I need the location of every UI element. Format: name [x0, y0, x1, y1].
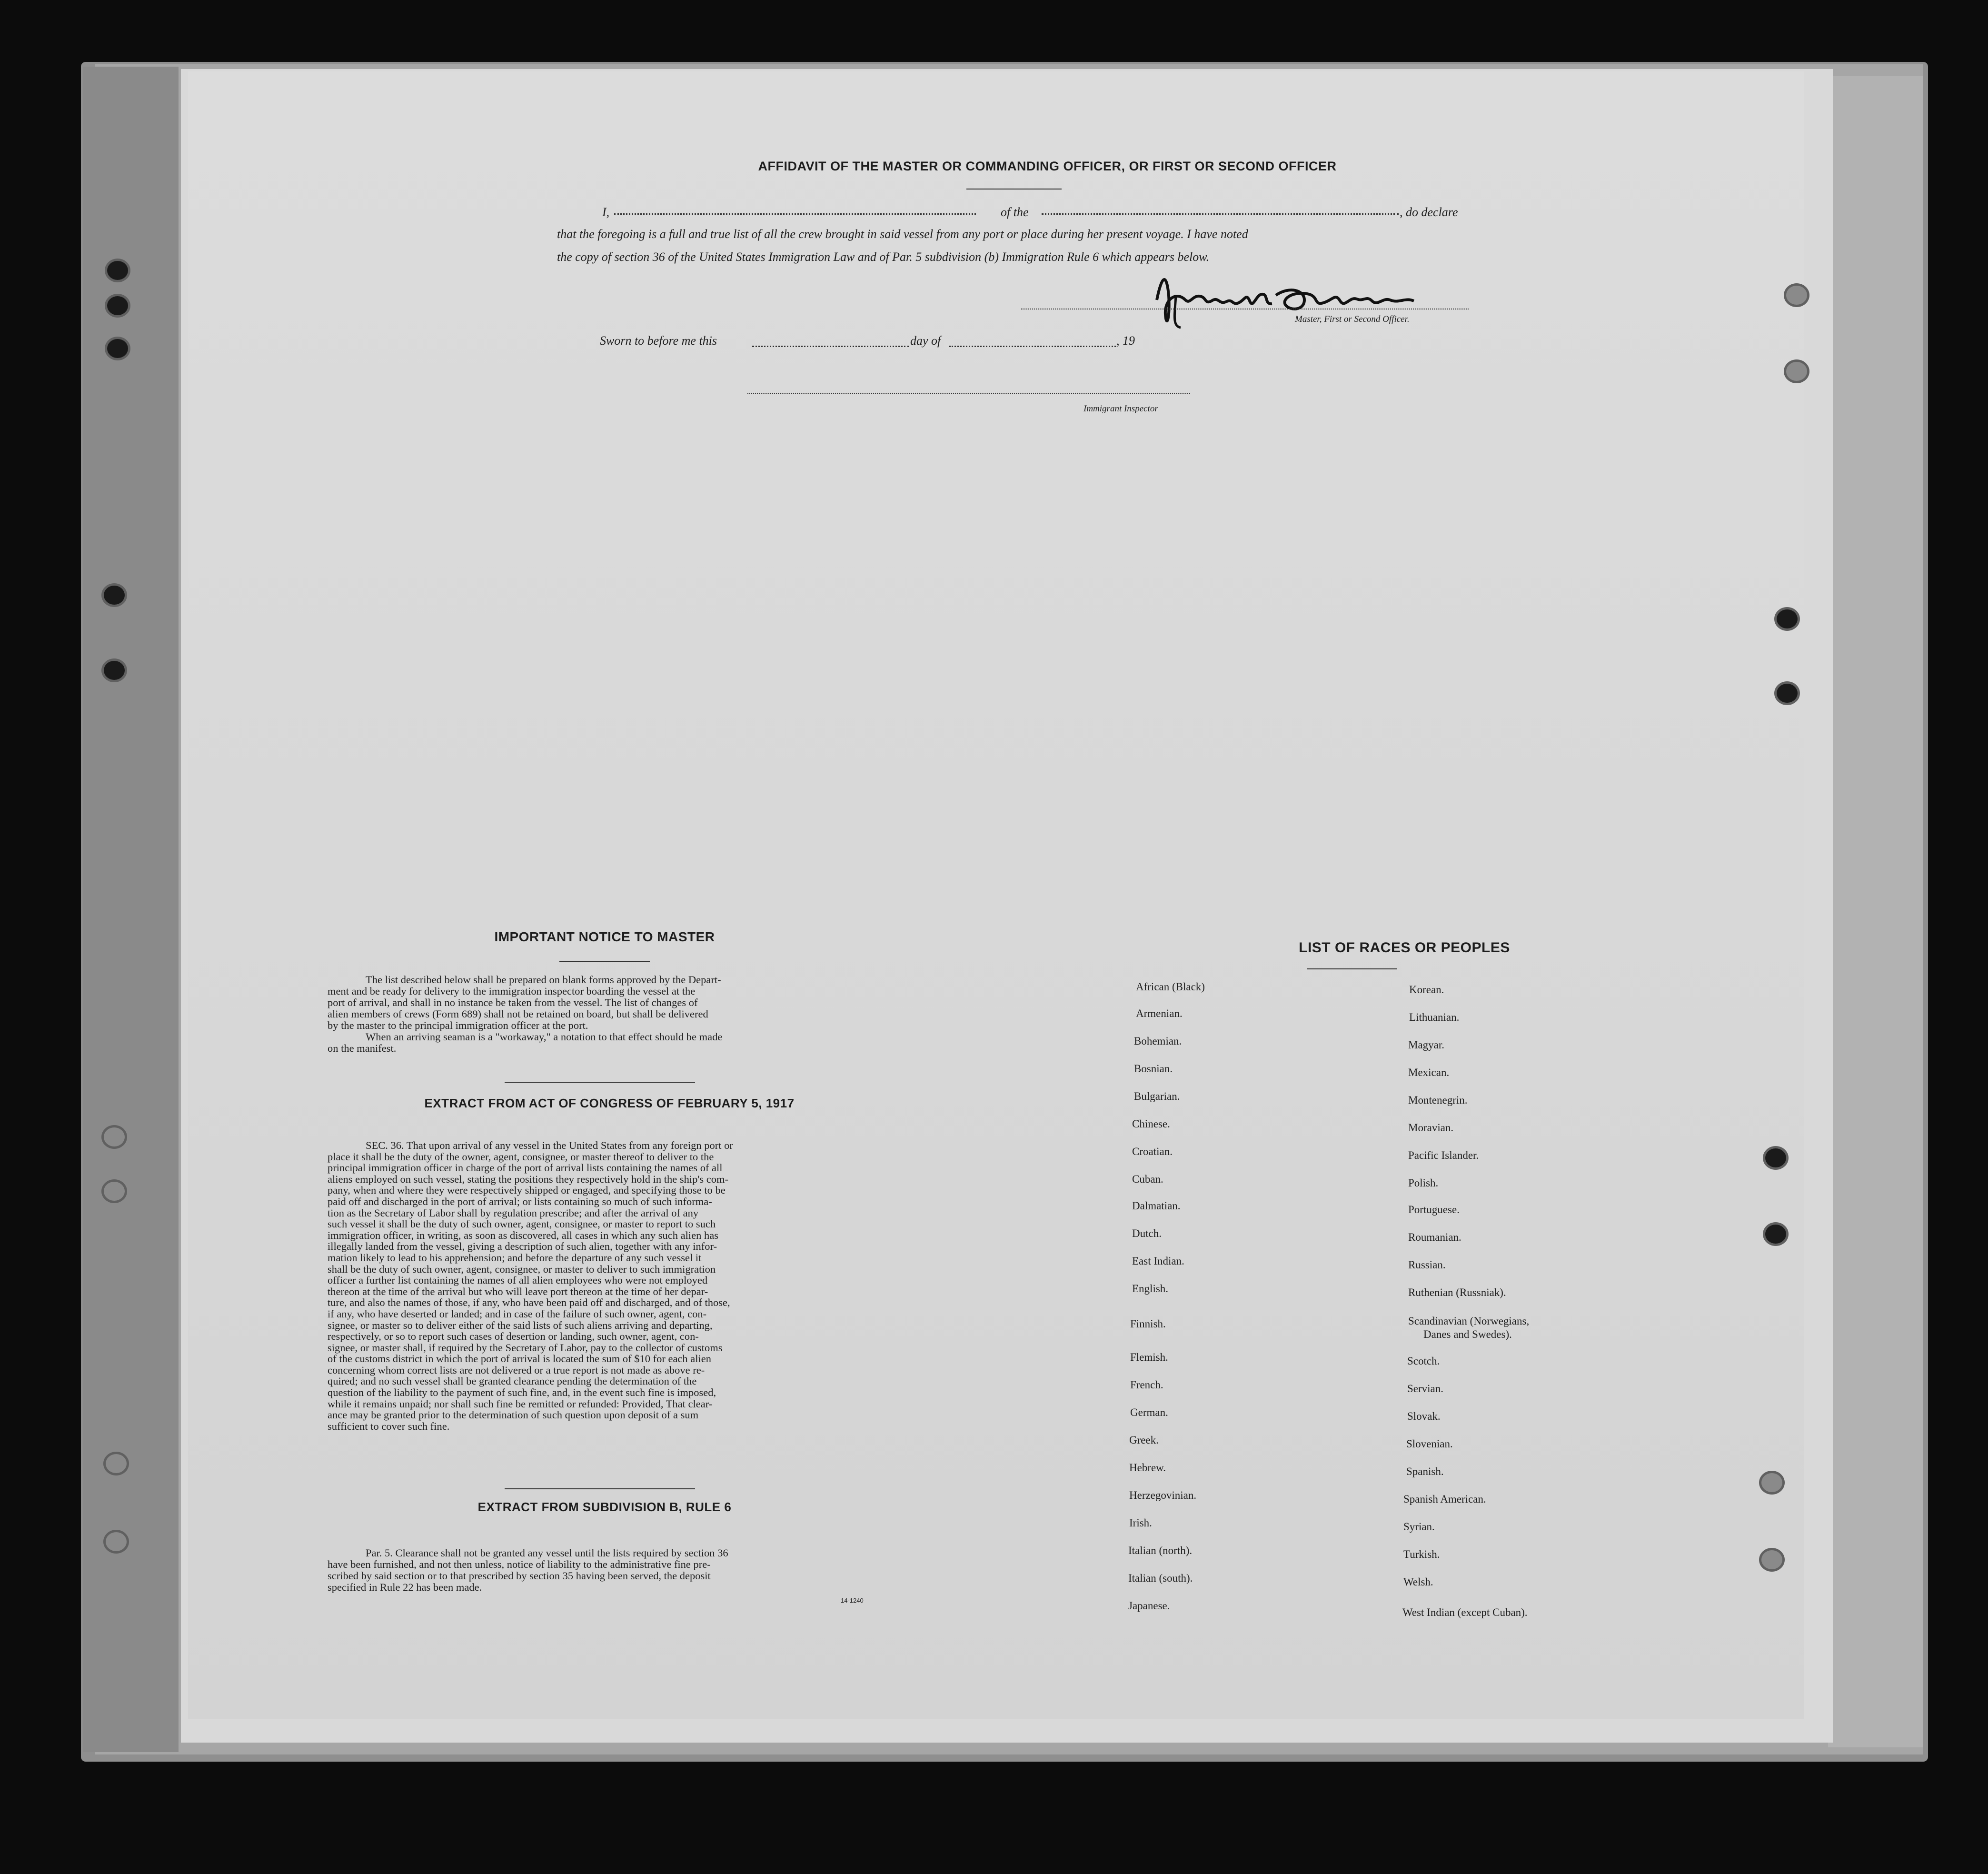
race-item: Korean.: [1409, 984, 1444, 996]
act-line: thereon at the time of the arrival but who will leave port thereon at the time of her depar-: [328, 1285, 708, 1297]
do-declare-label: , do declare: [1400, 205, 1458, 219]
punch-hole-icon: [1761, 1550, 1782, 1569]
act-line: ance may be granted prior to the determination of such question upon deposit of a sum: [328, 1409, 699, 1421]
signature-caption: Master, First or Second Officer.: [1295, 314, 1410, 324]
right-page-edges: [1828, 76, 1923, 1747]
i-label: I,: [602, 205, 610, 219]
race-item: Croatian.: [1132, 1146, 1173, 1157]
punch-hole-icon: [104, 586, 125, 605]
extract-rule-text: [328, 1547, 879, 1593]
race-item: Servian.: [1407, 1383, 1444, 1395]
race-item: Lithuanian.: [1409, 1011, 1460, 1023]
race-item: Bosnian.: [1134, 1063, 1173, 1075]
race-item: Flemish.: [1130, 1351, 1168, 1363]
act-line: concerning whom correct lists are not delivered or a true report is not made as above re-: [328, 1364, 705, 1376]
year-label: , 19: [1116, 334, 1135, 348]
declaration-line-2: the copy of section 36 of the United States Immigration Law and of Par. 5 subdivision (b) Immigration Rule 6 which appears below.: [557, 250, 1210, 264]
race-item: French.: [1130, 1379, 1163, 1391]
inspector-signature-line[interactable]: [747, 393, 1190, 394]
extract-act-heading: EXTRACT FROM ACT OF CONGRESS OF FEBRUARY 5, 1917: [424, 1096, 795, 1110]
punch-hole-icon: [1765, 1148, 1786, 1167]
act-line: mation likely to lead to his apprehension; and before the departure of any such vessel it: [328, 1251, 702, 1264]
punch-hole-icon: [1786, 362, 1807, 381]
act-line: while it remains unpaid; nor shall such fine be remitted or refunded: Provided, That clear-: [328, 1397, 713, 1410]
act-line: of the customs district in which the port of arrival is located the sum of $10 for each alien: [328, 1353, 712, 1365]
race-item: East Indian.: [1132, 1255, 1184, 1267]
notice-line: The list described below shall be prepared on blank forms approved by the Depart-: [366, 974, 721, 986]
act-line: signee, or master shall, if required by the Secretary of Labor, pay to the collector of customs: [328, 1341, 723, 1354]
race-item: Mexican.: [1408, 1067, 1450, 1078]
notice-line: on the manifest.: [328, 1042, 397, 1054]
notice-rule: [559, 961, 650, 962]
act-line: shall be the duty of such owner, agent, consignee, or master to deliver to such immigration: [328, 1263, 716, 1275]
of-the-label: of the: [1001, 205, 1029, 219]
act-line: SEC. 36. That upon arrival of any vessel in the United States from any foreign port or: [366, 1139, 733, 1151]
race-item: Irish.: [1129, 1517, 1152, 1529]
race-item: Ruthenian (Russniak).: [1408, 1286, 1506, 1298]
day-of-label: day of: [910, 334, 941, 348]
rule-line: scribed by said section or to that prescribed by section 35 having been served, the deposit: [328, 1570, 711, 1582]
act-line: aliens employed on such vessel, stating the positions they respectively hold in the ship's com-: [328, 1173, 729, 1185]
act-line: if any, who have deserted or landed; and in case of the failure of such owner, agent, con-: [328, 1307, 707, 1320]
race-item: Polish.: [1408, 1177, 1439, 1189]
notice-line: alien members of crews (Form 689) shall not be retained on board, but shall be delivered: [328, 1008, 708, 1020]
race-item: Bohemian.: [1134, 1035, 1182, 1047]
punch-hole-icon: [106, 1454, 127, 1473]
inspector-caption: Immigrant Inspector: [1083, 404, 1158, 414]
notice-text: [328, 974, 879, 1054]
race-item: Spanish American.: [1403, 1493, 1486, 1505]
notice-line: ment and be ready for delivery to the immigration inspector boarding the vessel at the: [328, 985, 696, 997]
extract-rule-heading: EXTRACT FROM SUBDIVISION B, RULE 6: [477, 1500, 732, 1514]
punch-hole-icon: [104, 1182, 125, 1201]
race-item: Dutch.: [1132, 1227, 1162, 1239]
act-line: sufficient to cover such fine.: [328, 1420, 450, 1432]
rule-line: specified in Rule 22 has been made.: [328, 1581, 482, 1593]
act-line: immigration officer, in writing, as soon as discovered, all cases in which any such alien has: [328, 1229, 718, 1241]
rule-line: have been furnished, and not then unless, notice of liability to the administrative fine pre-: [328, 1558, 711, 1570]
race-item: Armenian.: [1136, 1007, 1183, 1019]
race-item: Moravian.: [1408, 1122, 1454, 1134]
punch-hole-icon: [1777, 609, 1798, 628]
race-item-continuation: Danes and Swedes).: [1423, 1328, 1512, 1340]
race-item: West Indian (except Cuban).: [1402, 1606, 1528, 1618]
act-line: principal immigration officer in charge of the port of arrival lists containing the names of all: [328, 1162, 723, 1174]
race-item: Magyar.: [1408, 1039, 1445, 1051]
act-line: ture, and also the names of those, if any, who have been paid off and discharged, and of those,: [328, 1296, 730, 1309]
punch-hole-icon: [1786, 286, 1807, 305]
act-line: officer a further list containing the names of all alien employees who were not employed: [328, 1274, 708, 1286]
race-item: Greek.: [1129, 1434, 1159, 1446]
race-item: Spanish.: [1406, 1465, 1444, 1477]
act-line: question of the liability to the payment of such fine, and, in the event such fine is imposed,: [328, 1386, 716, 1399]
race-item: Italian (north).: [1128, 1545, 1193, 1556]
act-line: tion as the Secretary of Labor shall by regulation prescribe; and after the arrival of any: [328, 1206, 699, 1219]
act-line: paid off and discharged in the port of arrival; or lists containing so much of such informa-: [328, 1195, 712, 1207]
vessel-field-line[interactable]: [1042, 213, 1399, 215]
punch-hole-icon: [1761, 1473, 1782, 1492]
race-item: Roumanian.: [1408, 1231, 1461, 1243]
left-binding-strip: [83, 67, 179, 1752]
sworn-month-line[interactable]: [949, 346, 1116, 347]
act-line: place it shall be the duty of the owner, agent, consignee, or master thereof to deliver to the: [328, 1150, 714, 1163]
punch-hole-icon: [104, 1127, 125, 1146]
extract-act-text: [328, 1140, 879, 1432]
race-item: Hebrew.: [1129, 1462, 1166, 1474]
races-rule: [1307, 968, 1397, 969]
race-item: Finnish.: [1130, 1318, 1166, 1330]
race-item: Scotch.: [1407, 1355, 1440, 1367]
punch-hole-icon: [1765, 1225, 1786, 1244]
notice-line: by the master to the principal immigration officer at the port.: [328, 1019, 588, 1031]
races-heading: LIST OF RACES OR PEOPLES: [1299, 940, 1510, 956]
act-line: quired; and no such vessel shall be granted clearance pending the determination of the: [328, 1375, 697, 1387]
punch-hole-icon: [107, 261, 128, 280]
race-item: Portuguese.: [1408, 1204, 1460, 1216]
sworn-day-line[interactable]: [752, 346, 909, 347]
race-item: Herzegovinian.: [1129, 1489, 1197, 1501]
act-line: respectively, or so to report such cases of desertion or landing, such owner, agent, con-: [328, 1330, 699, 1343]
race-item: Bulgarian.: [1134, 1090, 1180, 1102]
name-field-line[interactable]: [614, 213, 976, 215]
affidavit-heading: AFFIDAVIT OF THE MASTER OR COMMANDING OFFICER, OR FIRST OR SECOND OFFICER: [758, 159, 1337, 173]
race-item: Russian.: [1408, 1259, 1446, 1271]
race-item: Syrian.: [1403, 1521, 1435, 1533]
race-item: Slovak.: [1407, 1410, 1441, 1422]
race-item: Turkish.: [1403, 1548, 1440, 1560]
act-line: pany, when and where they were respectively shipped or engaged, and specifying those to be: [328, 1184, 726, 1196]
race-item: Scandinavian (Norwegians,: [1408, 1315, 1530, 1327]
race-item: African (Black): [1136, 981, 1205, 993]
race-item: Italian (south).: [1128, 1572, 1193, 1584]
form-number: 14-1240: [841, 1597, 864, 1604]
race-item: English.: [1132, 1283, 1169, 1295]
race-item: Cuban.: [1132, 1173, 1163, 1185]
race-item: Dalmatian.: [1132, 1200, 1181, 1212]
punch-hole-icon: [104, 661, 125, 680]
race-item: Slovenian.: [1406, 1438, 1453, 1450]
race-item: Montenegrin.: [1408, 1094, 1468, 1106]
section-rule: [505, 1082, 695, 1083]
form-page: [188, 71, 1804, 1719]
race-item: Chinese.: [1132, 1118, 1170, 1130]
rule-line: Par. 5. Clearance shall not be granted any vessel until the lists required by section 36: [366, 1547, 728, 1559]
race-item: German.: [1130, 1406, 1168, 1418]
race-item: Welsh.: [1403, 1576, 1433, 1588]
declaration-line-1: that the foregoing is a full and true list of all the crew brought in said vessel from any port or place during her present voyage. I have noted: [557, 227, 1248, 241]
act-line: such vessel it shall be the duty of such owner, agent, consignee, or master to report to such: [328, 1218, 716, 1230]
punch-hole-icon: [1777, 684, 1798, 703]
act-line: illegally landed from the vessel, giving a description of such alien, together with any infor-: [328, 1240, 717, 1253]
punch-hole-icon: [107, 339, 128, 358]
act-line: signee, or master so to deliver either of the said lists of such aliens arriving and departing,: [328, 1319, 713, 1331]
notice-line: When an arriving seaman is a "workaway," a notation to that effect should be made: [366, 1031, 723, 1043]
sworn-label: Sworn to before me this: [600, 334, 717, 348]
notice-heading: IMPORTANT NOTICE TO MASTER: [494, 929, 715, 944]
notice-line: port of arrival, and shall in no instance be taken from the vessel. The list of changes of: [328, 997, 698, 1008]
punch-hole-icon: [107, 296, 128, 315]
section-rule: [505, 1488, 695, 1489]
race-item: Pacific Islander.: [1408, 1149, 1479, 1161]
race-item: Japanese.: [1128, 1600, 1170, 1612]
punch-hole-icon: [106, 1532, 127, 1551]
